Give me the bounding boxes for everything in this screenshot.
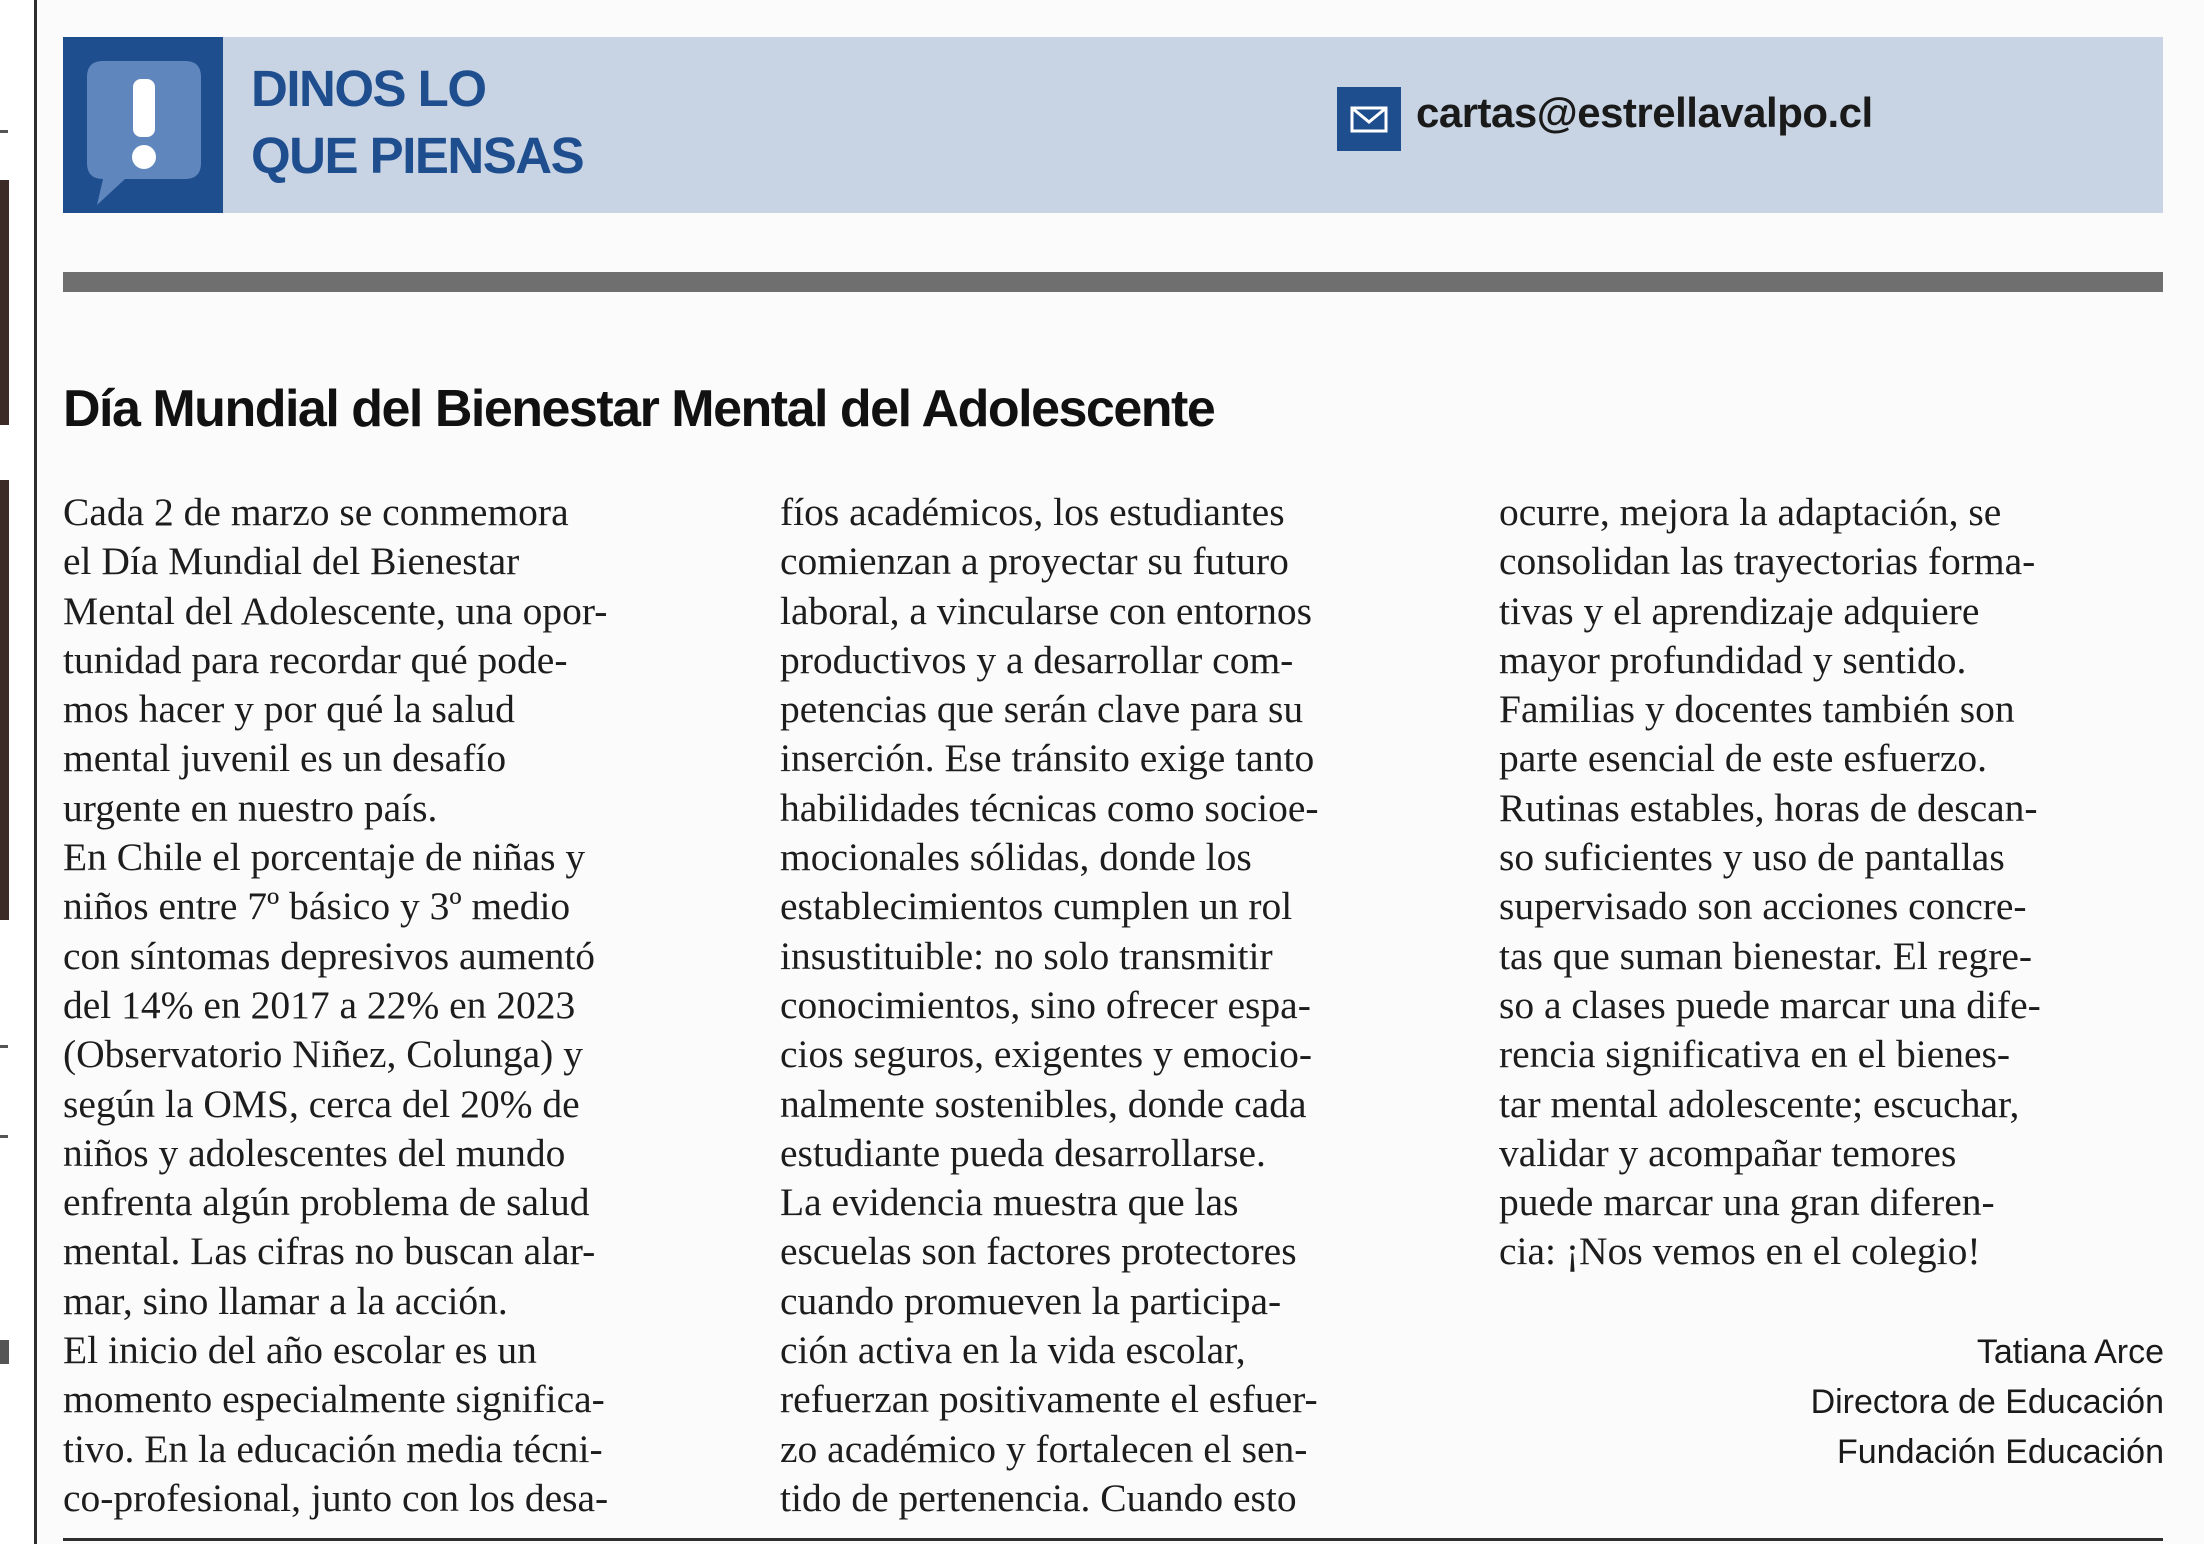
adjacent-photo-fragment	[0, 180, 9, 425]
text-line: tido de pertenencia. Cuando esto	[780, 1475, 1297, 1520]
text-line: refuerzan positivamente el esfuer-	[780, 1377, 1318, 1422]
text-line: consolidan las trayectorias forma-	[1499, 539, 2036, 584]
adjacent-photo-fragment	[0, 480, 9, 920]
text-line: La evidencia muestra que las	[780, 1180, 1239, 1225]
bottom-rule	[63, 1538, 2163, 1541]
text-line: enfrenta algún problema de salud	[63, 1180, 590, 1225]
text-line: habilidades técnicas como socioe-	[780, 785, 1319, 830]
signature-organization: Fundación Educación	[1836, 1433, 2164, 1471]
text-line: conocimientos, sino ofrecer espa-	[780, 982, 1311, 1027]
text-line: so a clases puede marcar una dife-	[1499, 982, 2041, 1027]
envelope-icon	[1337, 87, 1401, 151]
article-column-3	[1499, 488, 2189, 1277]
text-line: cia: ¡Nos vemos en el colegio!	[1499, 1229, 1981, 1274]
text-line: ocurre, mejora la adaptación, se	[1499, 490, 2002, 534]
text-line: validar y acompañar temores	[1499, 1130, 1957, 1175]
text-line: puede marcar una gran diferen-	[1499, 1180, 1995, 1225]
text-line: cuando promueven la participa-	[780, 1278, 1282, 1323]
text-line: (Observatorio Niñez, Colunga) y	[63, 1032, 583, 1077]
text-line: laboral, a vincularse con entornos	[780, 588, 1312, 633]
text-line: con síntomas depresivos aumentó	[63, 933, 596, 978]
text-line: fíos académicos, los estudiantes	[780, 490, 1285, 534]
text-line: mar, sino llamar a la acción.	[63, 1278, 508, 1323]
text-line: inserción. Ese tránsito exige tanto	[780, 736, 1315, 781]
adjacent-rule-mark	[0, 1045, 8, 1048]
text-line: Familias y docentes también son	[1499, 687, 2015, 732]
text-line: productivos y a desarrollar com-	[780, 637, 1294, 682]
text-line: Mental del Adolescente, una opor-	[63, 588, 608, 633]
text-line: rencia significativa en el bienes-	[1499, 1032, 2011, 1077]
text-line: tivo. En la educación media técni-	[63, 1426, 603, 1471]
alert-icon-box	[63, 37, 223, 213]
text-line: so suficientes y uso de pantallas	[1499, 835, 2005, 880]
banner-title	[251, 55, 583, 189]
text-line: tivas y el aprendizaje adquiere	[1499, 588, 1980, 633]
text-line: Rutinas estables, horas de descan-	[1499, 785, 2038, 830]
text-line: mocionales sólidas, donde los	[780, 835, 1252, 880]
text-line: supervisado son acciones concre-	[1499, 884, 2027, 929]
text-line: del 14% en 2017 a 22% en 2023	[63, 982, 576, 1027]
mail-icon-box	[1337, 87, 1401, 151]
signature-name: Tatiana Arce	[1976, 1333, 2164, 1371]
text-line: tunidad para recordar qué pode-	[63, 637, 568, 682]
exclamation-speech-bubble-icon	[63, 37, 223, 213]
text-line: ción activa en la vida escolar,	[780, 1328, 1246, 1373]
text-line: establecimientos cumplen un rol	[780, 884, 1293, 929]
text-line: mayor profundidad y sentido.	[1499, 637, 1967, 682]
text-line: urgente en nuestro país.	[63, 785, 438, 830]
letter-signature	[1811, 1327, 2164, 1477]
text-line: zo académico y fortalecen el sen-	[780, 1426, 1308, 1471]
adjacent-rule-mark	[0, 1340, 9, 1364]
text-line: nalmente sostenibles, donde cada	[780, 1081, 1307, 1126]
banner-title-line2: QUE PIENSAS	[251, 127, 584, 184]
text-line: tar mental adolescente; escuchar,	[1499, 1081, 2020, 1126]
text-line: parte esencial de este esfuerzo.	[1499, 736, 1987, 781]
text-line: El inicio del año escolar es un	[63, 1328, 537, 1373]
text-line: estudiante pueda desarrollarse.	[780, 1130, 1266, 1175]
text-line: co-profesional, junto con los desa-	[63, 1475, 609, 1520]
text-line: tas que suman bienestar. El regre-	[1499, 933, 2033, 978]
article-headline: Día Mundial del Bienestar Mental del Adolescente	[63, 380, 1215, 438]
text-line: mental juvenil es un desafío	[63, 736, 507, 781]
text-line: petencias que serán clave para su	[780, 687, 1304, 732]
text-line: Cada 2 de marzo se conmemora	[63, 490, 569, 534]
section-banner	[63, 37, 2163, 213]
page-gutter-rule	[34, 0, 37, 1544]
article-column-2	[780, 488, 1470, 1523]
text-line: comienzan a proyectar su futuro	[780, 539, 1289, 584]
text-line: En Chile el porcentaje de niñas y	[63, 835, 586, 880]
text-line: el Día Mundial del Bienestar	[63, 539, 520, 584]
section-divider	[63, 272, 2163, 292]
adjacent-rule-mark	[0, 130, 8, 133]
text-line: niños y adolescentes del mundo	[63, 1130, 566, 1175]
contact-email[interactable]: cartas@estrellavalpo.cl	[1416, 89, 1873, 136]
text-line: insustituible: no solo transmitir	[780, 933, 1273, 978]
text-line: mental. Las cifras no buscan alar-	[63, 1229, 596, 1274]
adjacent-rule-mark	[0, 1135, 8, 1138]
banner-title-line1: DINOS LO	[251, 60, 486, 117]
text-line: cios seguros, exigentes y emocio-	[780, 1032, 1313, 1077]
adjacent-page-edge	[0, 0, 36, 1544]
text-line: momento especialmente significa-	[63, 1377, 605, 1422]
text-line: según la OMS, cerca del 20% de	[63, 1081, 580, 1126]
signature-role: Directora de Educación	[1810, 1383, 2164, 1421]
text-line: niños entre 7º básico y 3º medio	[63, 884, 571, 929]
text-line: mos hacer y por qué la salud	[63, 687, 515, 732]
article-column-1	[63, 488, 753, 1523]
text-line: escuelas son factores protectores	[780, 1229, 1297, 1274]
